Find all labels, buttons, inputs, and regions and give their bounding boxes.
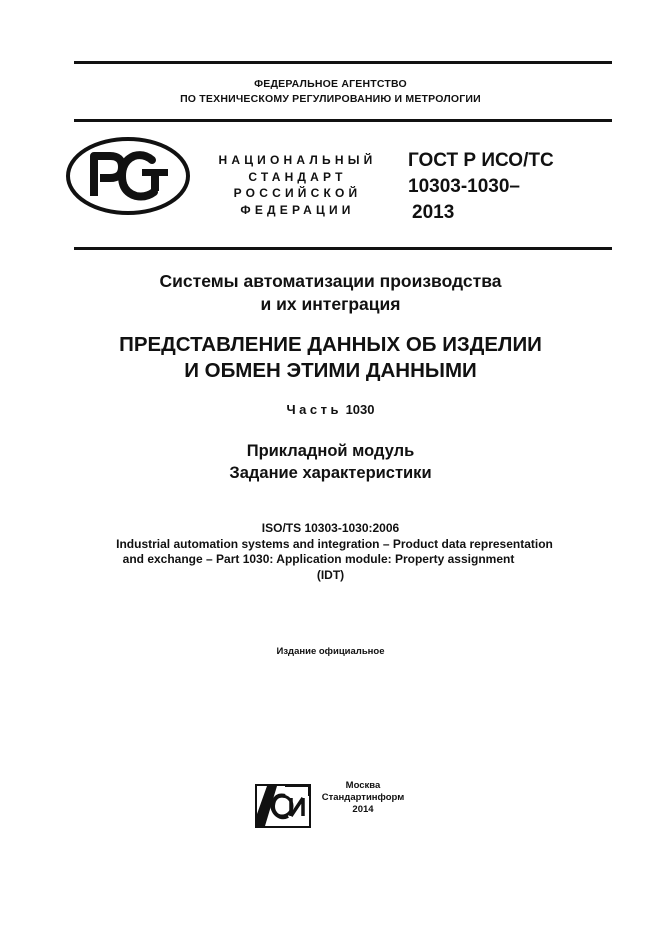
- iso-reference: [0, 521, 661, 583]
- iso-reference-line-2: Industrial automation systems and integration – Product data representation: [116, 536, 553, 551]
- standard-type-line-4: ФЕДЕРАЦИИ: [240, 202, 355, 217]
- iso-reference-line-1: ISO/TS 10303-1030:2006: [261, 521, 400, 535]
- module-title: [0, 440, 661, 484]
- mid-rule: [74, 247, 612, 250]
- standard-type-line-3: РОССИЙСКОЙ: [233, 186, 362, 200]
- module-title-line-1: Прикладной модуль: [246, 442, 415, 460]
- iso-reference-line-3: and exchange – Part 1030: Application module: Property assignment: [122, 552, 515, 566]
- edition-note: Издание официальное: [276, 646, 385, 657]
- standard-type: [200, 152, 395, 218]
- module-title-line-2: Задание характеристики: [229, 464, 432, 482]
- part-label: [0, 402, 661, 418]
- general-title: [0, 270, 661, 316]
- standard-type-line-1: НАЦИОНАЛЬНЫЙ: [218, 153, 377, 167]
- publisher-info: [318, 780, 408, 816]
- main-title-line-2: И ОБМЕН ЭТИМИ ДАННЫМИ: [184, 359, 477, 382]
- main-title: [0, 332, 661, 384]
- agency-header: [0, 77, 661, 107]
- publisher-name: Стандартинформ: [321, 792, 405, 803]
- part-word: Часть: [286, 402, 342, 417]
- general-title-line-2: и их интеграция: [260, 294, 401, 314]
- top-rule-1: [74, 61, 612, 64]
- agency-line-2: ПО ТЕХНИЧЕСКОМУ РЕГУЛИРОВАНИЮ И МЕТРОЛОГИИ: [180, 93, 481, 105]
- top-rule-2: [74, 119, 612, 122]
- iso-reference-line-4: (IDT): [316, 567, 345, 582]
- publisher-city: Москва: [345, 780, 381, 791]
- rst-emblem-icon: [66, 136, 190, 216]
- main-title-line-1: ПРЕДСТАВЛЕНИЕ ДАННЫХ ОБ ИЗДЕЛИИ: [119, 333, 542, 356]
- designation-line-3: 2013: [412, 202, 455, 223]
- general-title-line-1: Системы автоматизации производства: [159, 271, 502, 291]
- publisher-year: 2014: [352, 804, 374, 815]
- standard-designation: [408, 148, 618, 226]
- designation-line-2: 10303-1030–: [408, 176, 520, 197]
- agency-line-1: ФЕДЕРАЛЬНОЕ АГЕНТСТВО: [254, 78, 407, 90]
- standartinform-logo-icon: [255, 784, 311, 828]
- designation-line-1: ГОСТ Р ИСО/ТС: [408, 150, 554, 171]
- standard-type-line-2: СТАНДАРТ: [248, 169, 347, 184]
- part-number: 1030: [345, 402, 375, 417]
